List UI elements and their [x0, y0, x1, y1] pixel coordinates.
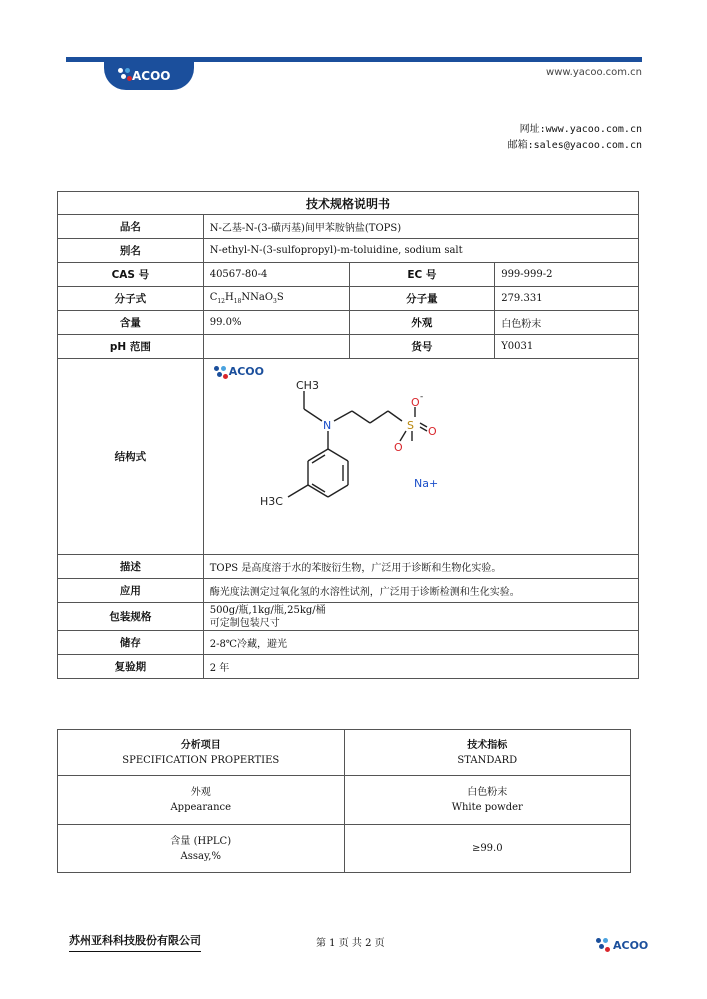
cas-value: 40567-80-4: [203, 263, 349, 287]
structure-cell: [203, 359, 638, 555]
appearance-label: 外观: [349, 311, 495, 335]
table-row: [58, 825, 631, 873]
ec-label: EC 号: [349, 263, 495, 287]
atom-na: Na+: [413, 477, 438, 490]
atom-o-bottom: O: [393, 441, 403, 454]
analysis-table: [57, 729, 631, 873]
atom-h3c: H3C: [259, 495, 283, 508]
desc-label: 描述: [58, 555, 204, 579]
assay-standard: ≥99.0: [344, 825, 630, 873]
mw-value: 279.331: [495, 287, 639, 311]
website-url-top[interactable]: www.yacoo.com.cn: [546, 67, 642, 78]
analysis-header-standard: 技术指标 STANDARD: [344, 730, 630, 776]
spec-table: [57, 191, 639, 679]
appearance-value: 白色粉末: [495, 311, 639, 335]
mw-label: 分子量: [349, 287, 495, 311]
pack-value-line-1: 500g/瓶,1kg/瓶,25kg/桶: [209, 604, 326, 616]
ph-value: [203, 335, 349, 359]
formula-value: $C_{12}H_{18}NNaO_3S$: [203, 287, 349, 311]
structure-logo-text: ACOO: [228, 365, 264, 378]
atom-n: N: [322, 419, 331, 432]
content-label: 含量: [58, 311, 204, 335]
cas-label: CAS 号: [58, 263, 204, 287]
pack-value-line-2: 可定制包装尺寸: [209, 617, 280, 629]
item-no-value: Y0031: [495, 335, 639, 359]
name-label: 品名: [58, 215, 204, 239]
name-value: N-乙基-N-(3-磺丙基)间甲苯胺钠盐(TOPS): [203, 215, 638, 239]
alias-label: 别名: [58, 239, 204, 263]
content-value: 99.0%: [203, 311, 349, 335]
use-value: 酶光度法测定过氧化氢的水溶性试剂，广泛用于诊断检测和生化实验。: [203, 579, 638, 603]
analysis-header-property: 分析项目 SPECIFICATION PROPERTIES: [58, 730, 345, 776]
assay-property: 含量 (HPLC) Assay,%: [58, 825, 345, 873]
retest-value: 2 年: [203, 655, 638, 679]
appearance-standard: 白色粉末 White powder: [344, 776, 630, 825]
email-line[interactable]: 邮箱:sales@yacoo.com.cn: [507, 140, 642, 151]
storage-label: 储存: [58, 631, 204, 655]
atom-s: S: [406, 419, 414, 432]
contact-info: [508, 122, 642, 154]
pack-value: [203, 603, 638, 631]
use-label: 应用: [58, 579, 204, 603]
atom-ch3-top: CH3: [295, 379, 319, 392]
retest-label: 复验期: [58, 655, 204, 679]
logo-text: ACOO: [132, 69, 171, 83]
desc-value: TOPS 是高度溶于水的苯胺衍生物，广泛用于诊断和生物化实验。: [203, 555, 638, 579]
ph-label: pH 范围: [58, 335, 204, 359]
atom-charge-minus: -: [419, 392, 423, 402]
item-no-label: 货号: [349, 335, 495, 359]
atom-o-top: O: [410, 396, 420, 409]
footer-company: 苏州亚科科技股份有限公司: [69, 932, 201, 952]
table-row: [58, 776, 631, 825]
alias-value: N-ethyl-N-(3-sulfopropyl)-m-toluidine, sodium salt: [203, 239, 638, 263]
pack-label: 包装规格: [58, 603, 204, 631]
footer-logo: [596, 936, 649, 958]
atom-o-right: O: [427, 425, 437, 438]
website-line[interactable]: 网址:www.yacoo.com.cn: [519, 124, 642, 135]
structure-label: 结构式: [58, 359, 204, 555]
formula-label: 分子式: [58, 287, 204, 311]
storage-value: 2-8℃冷藏，避光: [203, 631, 638, 655]
structure-diagram: [252, 379, 512, 547]
footer-page-number: 第 1 页 共 2 页: [316, 938, 385, 949]
appearance-property: 外观 Appearance: [58, 776, 345, 825]
brand-logo: [104, 62, 194, 90]
spec-title: 技术规格说明书: [58, 192, 639, 215]
ec-value: 999-999-2: [495, 263, 639, 287]
footer-logo-text: ACOO: [613, 939, 649, 952]
